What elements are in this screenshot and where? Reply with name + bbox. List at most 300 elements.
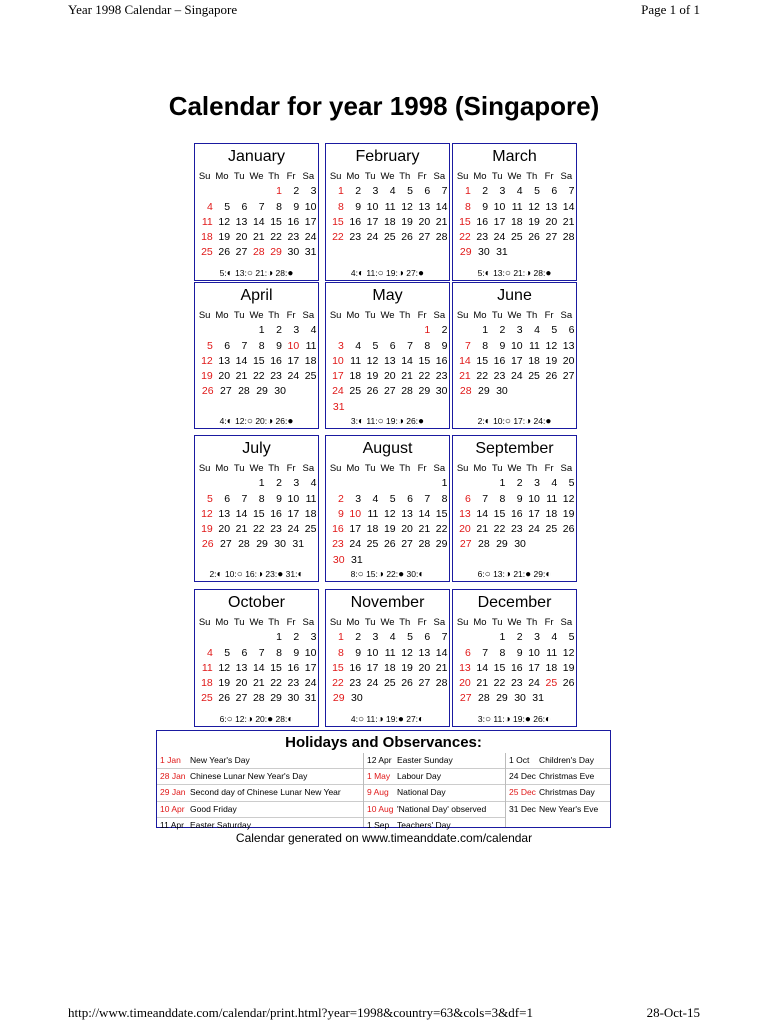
- weekday-label: Th: [268, 617, 280, 628]
- day-cell: 4: [310, 324, 317, 337]
- day-cell: 2: [441, 324, 448, 337]
- day-cell: 14: [252, 661, 265, 674]
- day-cell: 28: [478, 692, 490, 705]
- day-cell: 10: [510, 339, 523, 352]
- weekday-label: Fr: [286, 463, 296, 474]
- day-cell: 15: [418, 354, 431, 367]
- weekday-label: Sa: [560, 617, 573, 628]
- empty-day-cell: [344, 323, 361, 338]
- day-cell: 14: [562, 200, 575, 213]
- day-cell: 6: [424, 185, 431, 198]
- week-row: [327, 507, 448, 522]
- day-cell: 6: [551, 185, 558, 198]
- day-cell: 25: [366, 538, 379, 551]
- day-cell: 1: [441, 477, 448, 490]
- day-cell: 19: [383, 523, 396, 536]
- week-row: [454, 661, 575, 676]
- day-cell: 15: [332, 215, 344, 228]
- weekday-header-row: [454, 615, 575, 630]
- day-cell: 10: [287, 339, 300, 352]
- moon-phase-icon: ●: [545, 268, 552, 279]
- holiday-item: [364, 785, 505, 801]
- weekday-label: Mo: [346, 463, 360, 474]
- moon-phase-day: 4:: [350, 268, 358, 278]
- moon-phase-icon: ◐: [226, 416, 233, 427]
- moon-phase-day: 3:: [477, 714, 485, 724]
- day-cell: 24: [287, 370, 300, 383]
- day-cell: 29: [496, 692, 508, 705]
- moon-phase-icon: ◑: [504, 714, 511, 725]
- week-row: [454, 354, 575, 369]
- holiday-date: 29 Jan: [160, 787, 186, 798]
- empty-day-cell: [231, 476, 248, 491]
- day-cell: 26: [201, 538, 214, 551]
- day-cell: 24: [366, 677, 379, 690]
- day-cell: 2: [355, 631, 362, 644]
- day-cell: 21: [435, 661, 448, 674]
- day-cell: 7: [568, 185, 575, 198]
- day-cell: 29: [418, 385, 431, 398]
- week-row: [327, 522, 448, 537]
- moon-phase-icon: ◑: [257, 569, 264, 580]
- day-cell: 10: [366, 200, 379, 213]
- weekday-label: Tu: [491, 463, 503, 474]
- weekday-header-row: [196, 461, 317, 476]
- holiday-name: Easter Saturday: [190, 819, 251, 830]
- day-cell: 8: [337, 200, 344, 213]
- weekday-header-row: [196, 615, 317, 630]
- day-cell: 19: [366, 370, 379, 383]
- day-cell: 22: [418, 370, 431, 383]
- month-name: May: [372, 287, 403, 304]
- month-day-table: [196, 461, 317, 553]
- weekday-label: Fr: [544, 310, 554, 321]
- day-cell: 4: [534, 324, 540, 337]
- footer-url: http://www.timeanddate.com/calendar/print.html?year=1998&country=63&cols=3&df=1: [68, 1005, 533, 1020]
- day-cell: 6: [568, 324, 575, 337]
- weekday-label: Sa: [433, 463, 446, 474]
- month-name: January: [228, 148, 285, 165]
- empty-day-cell: [248, 630, 265, 645]
- moon-phase-day: 17:: [510, 416, 526, 426]
- day-cell: 20: [459, 677, 471, 690]
- day-cell: 12: [562, 492, 575, 505]
- moon-phase-icon: ●: [524, 714, 531, 725]
- week-row: [327, 339, 448, 354]
- day-cell: 12: [545, 339, 558, 352]
- day-cell: 17: [287, 507, 300, 520]
- weekday-label: Su: [198, 617, 211, 628]
- day-cell: 9: [516, 646, 523, 659]
- moon-phase-icon: ○: [357, 569, 364, 580]
- day-cell: 20: [401, 523, 413, 536]
- day-cell: 7: [407, 339, 413, 352]
- day-cell: 28: [238, 538, 250, 551]
- week-row: [454, 646, 575, 661]
- day-cell: 16: [349, 215, 362, 228]
- moon-phase-day: 5:: [219, 268, 227, 278]
- holiday-column-3: [506, 753, 610, 827]
- day-cell: 12: [528, 200, 540, 213]
- moon-phase-day: 2:: [209, 569, 217, 579]
- day-cell: 28: [252, 692, 265, 705]
- moon-phase-day: 13:: [232, 268, 247, 278]
- day-cell: 4: [355, 339, 362, 352]
- empty-day-cell: [344, 476, 361, 491]
- moon-phase-icon: ◐: [226, 268, 233, 279]
- week-row: [454, 522, 575, 537]
- holiday-date: 12 Apr: [367, 755, 392, 765]
- day-cell: 9: [499, 339, 506, 352]
- weekday-label: Su: [329, 310, 342, 321]
- holiday-name: 'National Day' observed: [397, 803, 487, 814]
- day-cell: 30: [274, 385, 286, 398]
- holiday-item: [506, 753, 610, 769]
- moon-phase-day: 6:: [477, 569, 485, 579]
- day-cell: 16: [287, 661, 300, 674]
- day-cell: 29: [270, 692, 282, 705]
- holiday-name: Children's Day: [539, 755, 595, 765]
- week-row: [327, 661, 448, 676]
- weekday-label: Su: [198, 463, 211, 474]
- holiday-item: [506, 802, 610, 817]
- weekday-label: Fr: [417, 463, 427, 474]
- day-cell: 6: [407, 492, 413, 505]
- day-cell: 1: [337, 631, 344, 644]
- day-cell: 19: [201, 523, 213, 536]
- holiday-name: Labour Day: [397, 771, 441, 782]
- weekday-label: We: [249, 463, 264, 474]
- moon-phase-icon: ○: [504, 416, 511, 427]
- month-november: [325, 589, 450, 727]
- day-cell: 22: [459, 231, 471, 244]
- day-cell: 27: [383, 385, 396, 398]
- moon-phase-icon: ●: [287, 268, 294, 279]
- day-cell: 27: [545, 231, 558, 244]
- day-cell: 12: [218, 215, 231, 228]
- day-cell: 17: [304, 215, 317, 228]
- weekday-header-row: [327, 461, 448, 476]
- moon-phase-day: 29:: [531, 569, 546, 579]
- week-row: [327, 184, 448, 199]
- day-cell: 29: [332, 692, 345, 705]
- weekday-label: We: [249, 310, 264, 321]
- moon-phase-icon: ●: [287, 416, 294, 427]
- day-cell: 27: [235, 692, 248, 705]
- day-cell: 17: [366, 215, 379, 228]
- day-cell: 11: [511, 200, 523, 213]
- day-cell: 5: [372, 339, 379, 352]
- week-row: [327, 553, 448, 568]
- day-cell: 17: [332, 370, 344, 383]
- holiday-date: 1 Jan: [160, 755, 181, 765]
- day-cell: 31: [304, 246, 317, 259]
- empty-day-cell: [379, 476, 396, 491]
- day-cell: 24: [287, 523, 300, 536]
- week-row: [454, 537, 575, 552]
- day-cell: 24: [510, 370, 523, 383]
- day-cell: 2: [516, 631, 523, 644]
- moon-phase-icon: ○: [484, 569, 491, 580]
- day-cell: 22: [332, 231, 344, 244]
- day-cell: 7: [441, 631, 448, 644]
- day-cell: 22: [270, 677, 282, 690]
- day-cell: 30: [332, 553, 345, 566]
- day-cell: 23: [287, 231, 300, 244]
- moon-phase-day: 4:: [350, 714, 358, 724]
- month-day-table: [196, 308, 317, 400]
- moon-phase-icon: ◑: [525, 416, 532, 427]
- weekday-label: Th: [399, 463, 411, 474]
- day-cell: 17: [528, 507, 540, 520]
- week-row: [196, 661, 317, 676]
- week-row: [196, 323, 317, 338]
- day-cell: 26: [562, 523, 575, 536]
- moon-phase-day: 31:: [283, 569, 298, 579]
- week-row: [454, 200, 575, 215]
- holiday-item: [157, 753, 363, 769]
- day-cell: 9: [355, 200, 362, 213]
- weekday-label: Th: [268, 463, 280, 474]
- day-cell: 15: [459, 215, 471, 228]
- day-cell: 27: [220, 538, 232, 551]
- weekday-label: Th: [399, 617, 411, 628]
- weekday-label: Fr: [286, 310, 296, 321]
- week-row: [196, 184, 317, 199]
- weekday-label: Tu: [364, 310, 376, 321]
- day-cell: 19: [562, 661, 575, 674]
- weekday-label: We: [507, 463, 522, 474]
- day-cell: 7: [241, 339, 248, 352]
- day-cell: 13: [418, 646, 431, 659]
- day-cell: 29: [256, 538, 268, 551]
- day-cell: 26: [562, 677, 575, 690]
- day-cell: 9: [441, 339, 448, 352]
- moon-phases: [453, 569, 576, 580]
- day-cell: 25: [510, 231, 523, 244]
- week-row: [196, 384, 317, 399]
- day-cell: 31: [292, 538, 305, 551]
- day-cell: 22: [252, 523, 265, 536]
- moon-phase-day: 20:: [252, 714, 268, 724]
- day-cell: 26: [528, 231, 540, 244]
- day-cell: 31: [332, 400, 345, 413]
- day-cell: 2: [337, 492, 344, 505]
- month-july: [194, 435, 319, 582]
- day-cell: 11: [350, 354, 362, 367]
- week-row: [454, 215, 575, 230]
- moon-phase-day: 27:: [403, 268, 419, 278]
- moon-phase-icon: ◐: [418, 714, 425, 725]
- day-cell: 19: [528, 215, 540, 228]
- day-cell: 4: [206, 200, 213, 213]
- day-cell: 30: [287, 246, 300, 259]
- moon-phase-day: 15:: [363, 569, 378, 579]
- week-row: [196, 630, 317, 645]
- weekday-label: Th: [399, 171, 411, 182]
- month-june: [452, 282, 577, 429]
- day-cell: 1: [424, 324, 431, 337]
- day-cell: 21: [418, 523, 431, 536]
- day-cell: 24: [332, 385, 344, 398]
- day-cell: 10: [304, 200, 317, 213]
- empty-day-cell: [471, 476, 488, 491]
- day-cell: 26: [366, 385, 379, 398]
- day-cell: 13: [401, 507, 413, 520]
- moon-phase-day: 13:: [490, 268, 505, 278]
- day-cell: 31: [304, 692, 317, 705]
- day-cell: 17: [287, 354, 300, 367]
- day-cell: 13: [562, 339, 575, 352]
- day-cell: 7: [258, 646, 265, 659]
- day-cell: 12: [562, 646, 575, 659]
- month-name: August: [362, 440, 413, 457]
- moon-phase-icon: ◑: [377, 714, 384, 725]
- day-cell: 6: [241, 646, 248, 659]
- empty-day-cell: [396, 476, 413, 491]
- weekday-label: Su: [329, 463, 342, 474]
- day-cell: 14: [418, 507, 431, 520]
- day-cell: 25: [545, 523, 558, 536]
- day-cell: 16: [510, 661, 523, 674]
- day-cell: 21: [252, 677, 265, 690]
- calendar-title: Calendar for year 1998 (Singapore): [168, 91, 600, 121]
- holiday-name: New Year's Day: [190, 755, 250, 765]
- month-day-table: [327, 615, 448, 707]
- day-cell: 26: [545, 370, 558, 383]
- moon-phases: [326, 416, 449, 427]
- moon-phases: [195, 569, 318, 580]
- week-row: [196, 230, 317, 245]
- weekday-label: Su: [198, 171, 211, 182]
- month-name: June: [497, 287, 532, 304]
- empty-day-cell: [213, 323, 230, 338]
- moon-phase-icon: ◐: [545, 714, 552, 725]
- day-cell: 4: [310, 477, 317, 490]
- moon-phase-day: 27:: [403, 714, 419, 724]
- day-cell: 6: [241, 200, 248, 213]
- week-row: [196, 369, 317, 384]
- week-row: [327, 630, 448, 645]
- day-cell: 30: [478, 246, 490, 259]
- day-cell: 29: [496, 538, 508, 551]
- empty-day-cell: [213, 630, 230, 645]
- day-cell: 6: [464, 492, 471, 505]
- day-cell: 22: [493, 523, 506, 536]
- day-cell: 13: [235, 661, 248, 674]
- week-row: [454, 507, 575, 522]
- day-cell: 17: [510, 354, 523, 367]
- day-cell: 12: [201, 507, 213, 520]
- weekday-label: Th: [526, 310, 538, 321]
- day-cell: 23: [435, 370, 448, 383]
- empty-day-cell: [231, 184, 248, 199]
- day-cell: 23: [270, 523, 282, 536]
- day-cell: 14: [252, 215, 265, 228]
- day-cell: 3: [310, 631, 317, 644]
- empty-day-cell: [362, 476, 379, 491]
- day-cell: 2: [499, 324, 506, 337]
- weekday-label: Fr: [417, 171, 427, 182]
- day-cell: 24: [304, 677, 317, 690]
- day-cell: 18: [304, 507, 317, 520]
- day-cell: 10: [493, 200, 506, 213]
- moon-phase-day: 12:: [232, 416, 247, 426]
- week-row: [196, 476, 317, 491]
- day-cell: 13: [459, 661, 471, 674]
- weekday-label: Mo: [215, 463, 229, 474]
- month-name: September: [475, 440, 554, 457]
- moon-phase-day: 8:: [350, 569, 358, 579]
- week-row: [196, 507, 317, 522]
- week-row: [327, 215, 448, 230]
- day-cell: 9: [276, 492, 282, 505]
- weekday-label: Tu: [233, 171, 245, 182]
- day-cell: 8: [276, 646, 282, 659]
- day-cell: 3: [499, 185, 506, 198]
- day-cell: 1: [258, 477, 265, 490]
- empty-day-cell: [471, 630, 488, 645]
- moon-phase-day: 21:: [252, 268, 268, 278]
- day-cell: 27: [459, 692, 472, 705]
- week-row: [454, 184, 575, 199]
- day-cell: 11: [201, 215, 213, 228]
- week-row: [454, 691, 575, 706]
- day-cell: 3: [372, 631, 379, 644]
- day-cell: 20: [235, 231, 248, 244]
- weekday-label: Su: [329, 617, 342, 628]
- day-cell: 5: [389, 492, 396, 505]
- moon-phase-icon: ○: [377, 268, 384, 279]
- moon-phase-day: 21:: [510, 569, 526, 579]
- day-cell: 7: [482, 646, 489, 659]
- moon-phase-day: 2:: [477, 416, 485, 426]
- month-march: [452, 143, 577, 281]
- week-row: [454, 384, 575, 399]
- weekday-label: Fr: [544, 171, 554, 182]
- weekday-label: Tu: [233, 617, 245, 628]
- day-cell: 16: [493, 354, 506, 367]
- moon-phase-icon: ◐: [484, 268, 491, 279]
- day-cell: 29: [459, 246, 472, 259]
- empty-day-cell: [213, 476, 230, 491]
- moon-phase-icon: ◐: [297, 569, 304, 580]
- weekday-label: We: [380, 310, 395, 321]
- holiday-column-1: [157, 753, 364, 830]
- weekday-label: Tu: [491, 310, 503, 321]
- week-row: [327, 369, 448, 384]
- moon-phase-icon: ○: [377, 416, 384, 427]
- moon-phase-icon: ◐: [287, 714, 294, 725]
- holiday-date: 10 Apr: [160, 803, 185, 814]
- day-cell: 18: [383, 215, 396, 228]
- day-cell: 8: [499, 646, 506, 659]
- moon-phase-icon: ○: [226, 714, 233, 725]
- weekday-label: Fr: [286, 171, 296, 182]
- day-cell: 19: [218, 231, 231, 244]
- holiday-item: [506, 785, 610, 801]
- moon-phases: [453, 268, 576, 279]
- day-cell: 7: [482, 492, 489, 505]
- day-cell: 14: [459, 354, 471, 367]
- day-cell: 17: [304, 661, 317, 674]
- moon-phase-day: 19:: [383, 268, 398, 278]
- month-day-table: [454, 461, 575, 553]
- day-cell: 8: [424, 339, 431, 352]
- day-cell: 9: [355, 646, 362, 659]
- day-cell: 26: [401, 231, 413, 244]
- holiday-item: [506, 769, 610, 785]
